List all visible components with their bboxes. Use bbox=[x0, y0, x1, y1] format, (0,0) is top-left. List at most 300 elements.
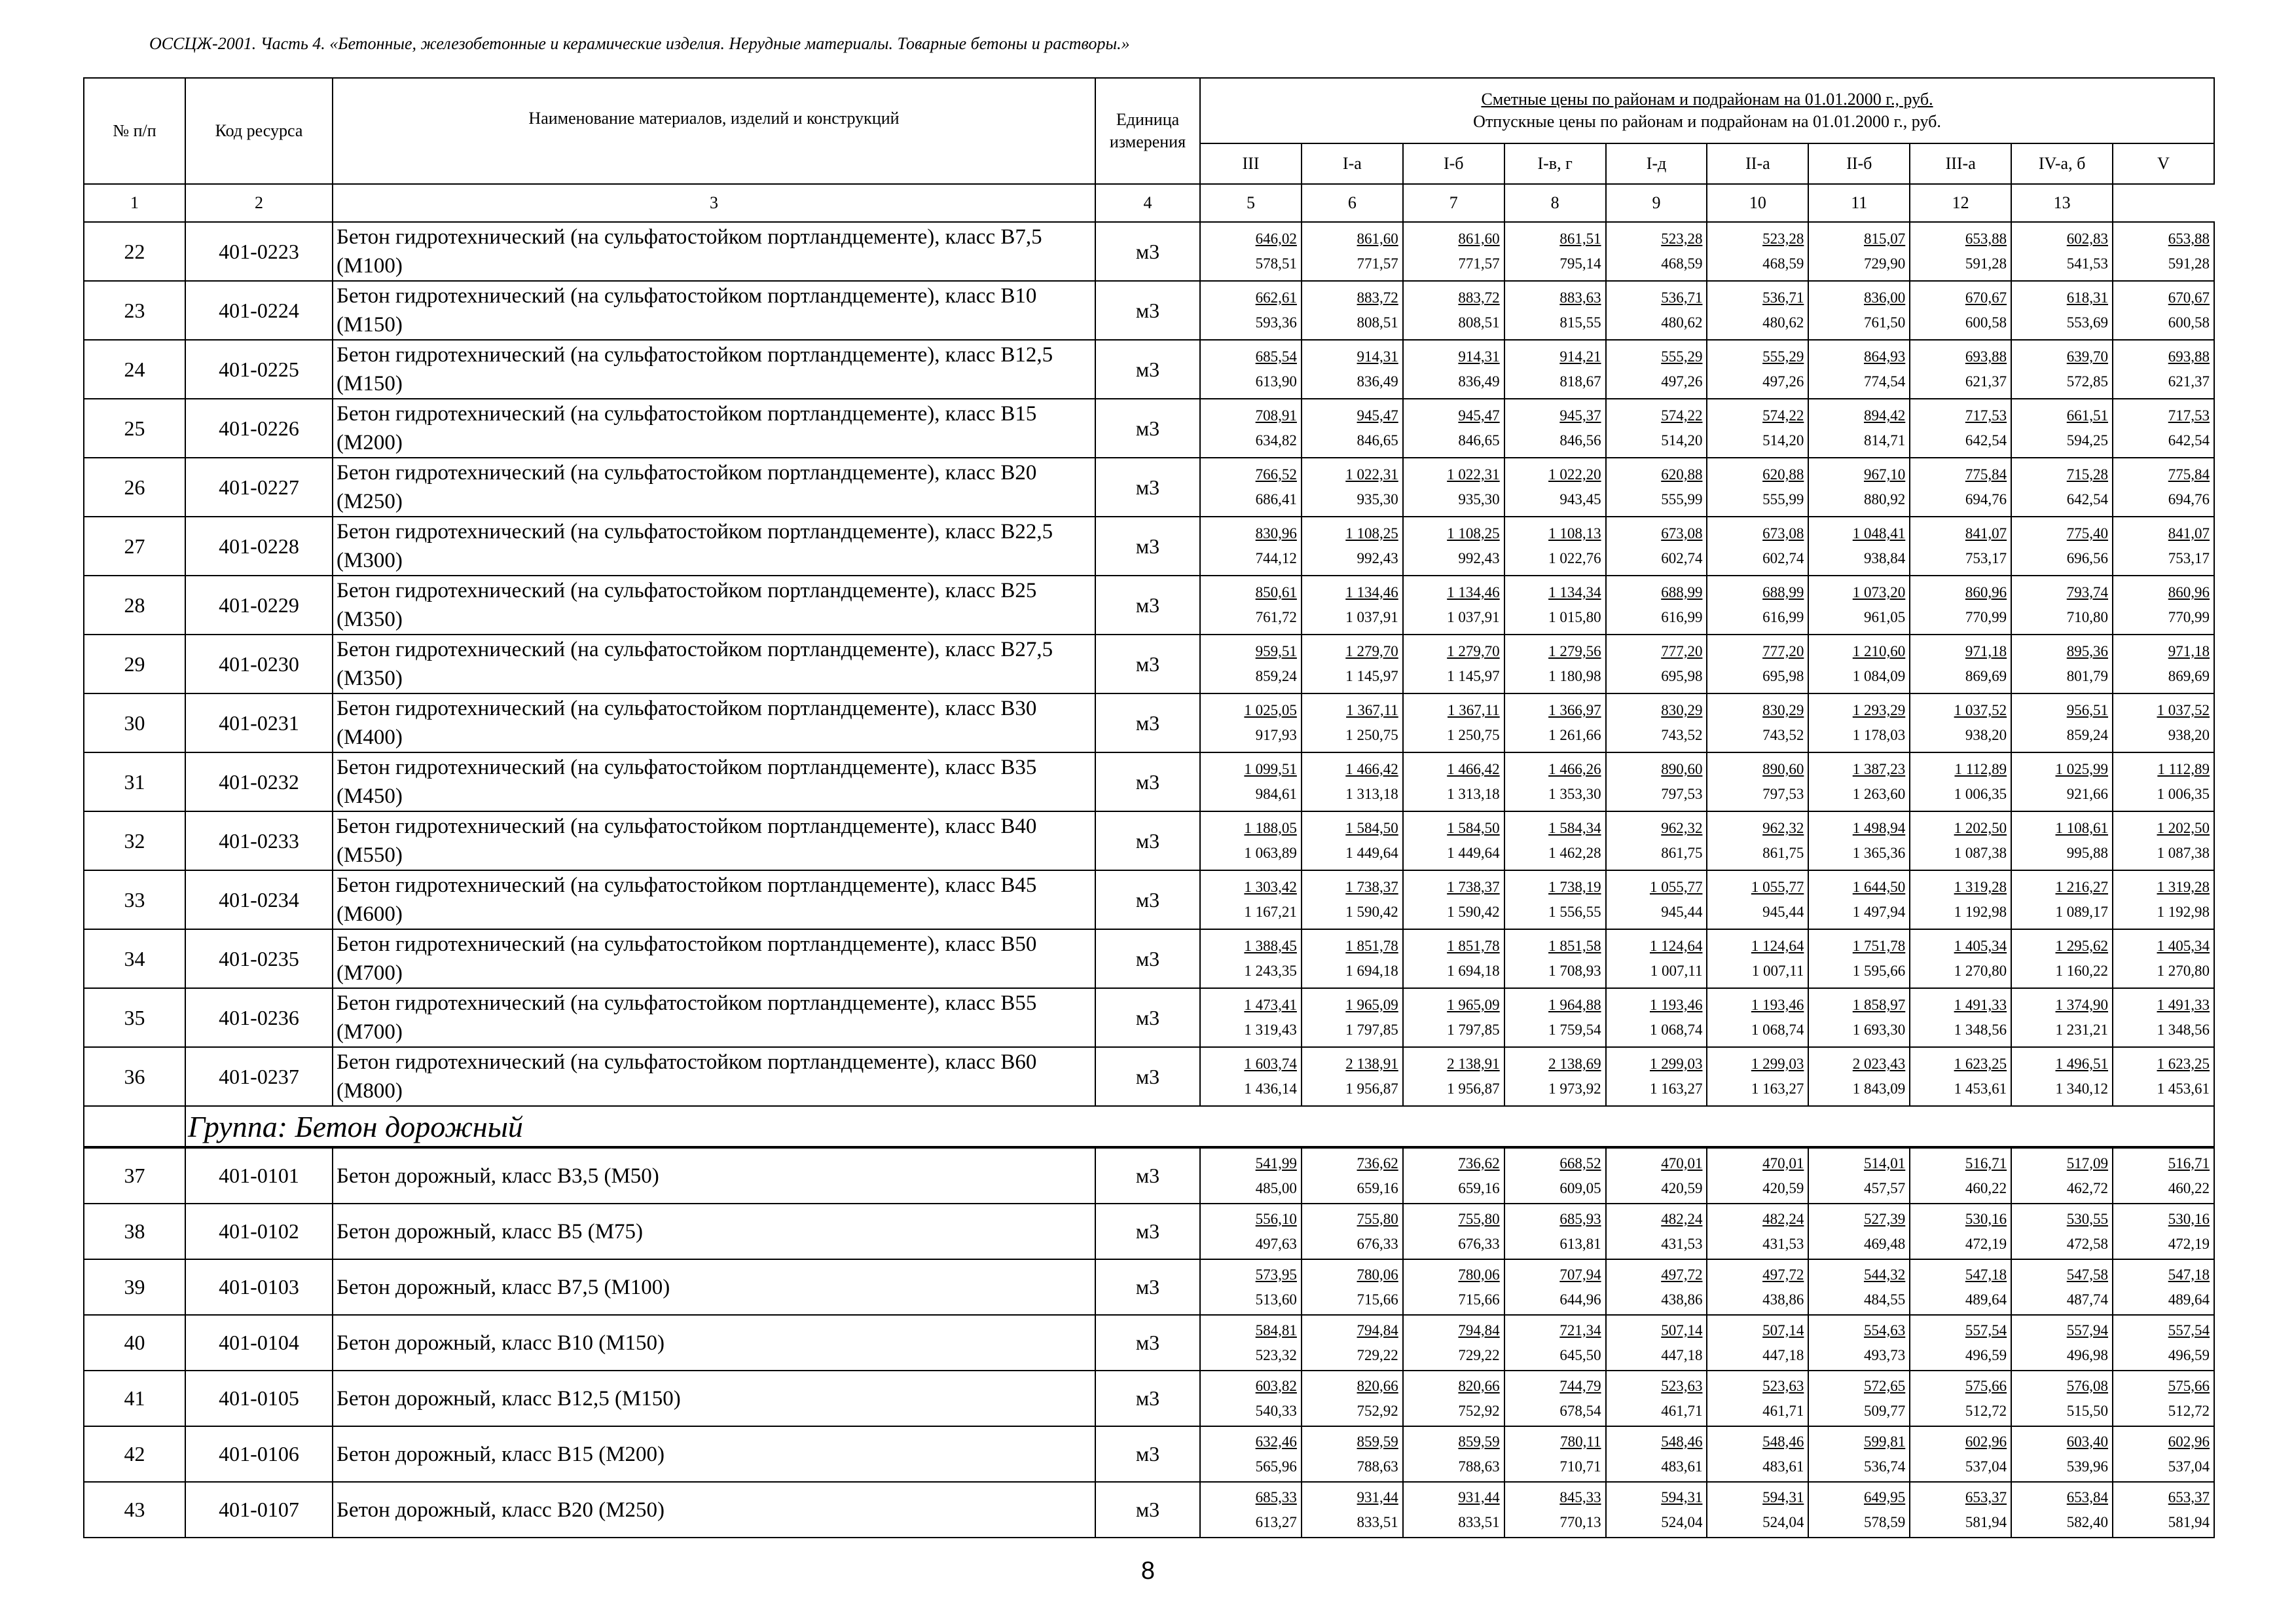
release-price: 797,53 bbox=[1762, 786, 1804, 802]
unit-cell: м3 bbox=[1095, 576, 1200, 635]
price-cell bbox=[1707, 1204, 1808, 1259]
estimated-price: 653,84 bbox=[2066, 1488, 2109, 1505]
estimated-price: 962,32 bbox=[1661, 820, 1703, 836]
release-price: 1 313,18 bbox=[1447, 786, 1500, 802]
estimated-price: 1 858,97 bbox=[1852, 997, 1906, 1013]
estimated-price: 1 022,31 bbox=[1447, 466, 1500, 483]
estimated-price: 971,18 bbox=[2168, 643, 2210, 659]
table-row bbox=[84, 222, 2214, 281]
estimated-price: 547,58 bbox=[2066, 1266, 2109, 1283]
price-cell bbox=[1910, 1204, 2011, 1259]
estimated-price: 1 851,78 bbox=[1345, 938, 1398, 954]
price-cell bbox=[1200, 635, 1302, 693]
price-cell bbox=[2011, 635, 2113, 693]
unit-cell: м3 bbox=[1095, 811, 1200, 870]
row-number: 22 bbox=[84, 222, 185, 281]
resource-code: 401-0101 bbox=[185, 1147, 333, 1204]
price-cell bbox=[1808, 576, 1910, 635]
prices-title: Сметные цены по районам и подрайонам на 01.01.2000 г., руб. bbox=[1481, 90, 1933, 109]
release-price: 1 063,89 bbox=[1244, 845, 1297, 861]
estimated-price: 850,61 bbox=[1255, 584, 1297, 600]
release-price: 438,86 bbox=[1661, 1291, 1703, 1308]
estimated-price: 717,53 bbox=[1965, 407, 2007, 424]
price-cell bbox=[2011, 458, 2113, 517]
resource-code: 401-0232 bbox=[185, 752, 333, 811]
estimated-price: 780,11 bbox=[1560, 1433, 1601, 1450]
estimated-price: 649,95 bbox=[1863, 1488, 1906, 1505]
resource-code: 401-0230 bbox=[185, 635, 333, 693]
estimated-price: 1 965,09 bbox=[1447, 997, 1500, 1013]
price-cell bbox=[1200, 517, 1302, 576]
region-header: I-б bbox=[1403, 143, 1504, 184]
release-price: 513,60 bbox=[1255, 1291, 1297, 1308]
release-price: 642,54 bbox=[1965, 432, 2007, 449]
region-header: I-д bbox=[1606, 143, 1707, 184]
price-cell bbox=[1808, 517, 1910, 576]
price-cell bbox=[1606, 1147, 1707, 1204]
release-price: 770,13 bbox=[1559, 1513, 1601, 1530]
price-cell bbox=[2113, 399, 2214, 458]
estimated-price: 670,67 bbox=[2168, 289, 2210, 306]
unit-cell: м3 bbox=[1095, 870, 1200, 929]
estimated-price: 860,96 bbox=[2168, 584, 2210, 600]
release-price: 468,59 bbox=[1762, 255, 1804, 272]
price-cell bbox=[1403, 281, 1504, 340]
price-cell bbox=[2011, 517, 2113, 576]
release-price: 1 160,22 bbox=[2055, 963, 2109, 979]
release-price: 795,14 bbox=[1559, 255, 1601, 272]
column-number: 1 bbox=[84, 184, 185, 222]
release-price: 808,51 bbox=[1357, 314, 1398, 331]
estimated-price: 1 279,70 bbox=[1447, 643, 1500, 659]
material-name: Бетон гидротехнический (на сульфатостойком портландцементе), класс В60 (М800) bbox=[333, 1047, 1095, 1106]
estimated-price: 1 124,64 bbox=[1751, 938, 1804, 954]
price-cell bbox=[1302, 1426, 1403, 1482]
region-header: V bbox=[2113, 143, 2214, 184]
price-cell bbox=[1200, 576, 1302, 635]
unit-cell: м3 bbox=[1095, 752, 1200, 811]
price-cell bbox=[2113, 1426, 2214, 1482]
release-price: 565,96 bbox=[1255, 1458, 1297, 1475]
estimated-price: 736,62 bbox=[1458, 1154, 1500, 1172]
group-spacer bbox=[84, 1106, 185, 1147]
release-price: 1 797,85 bbox=[1345, 1022, 1398, 1038]
resource-code: 401-0105 bbox=[185, 1371, 333, 1426]
price-cell bbox=[2011, 1371, 2113, 1426]
price-cell bbox=[2011, 1259, 2113, 1315]
release-price: 642,54 bbox=[2168, 432, 2210, 449]
release-price: 861,75 bbox=[1661, 845, 1703, 861]
unit-cell: м3 bbox=[1095, 458, 1200, 517]
release-price: 644,96 bbox=[1559, 1291, 1601, 1308]
release-price: 943,45 bbox=[1559, 491, 1601, 507]
estimated-price: 482,24 bbox=[1762, 1210, 1804, 1227]
row-number: 30 bbox=[84, 693, 185, 752]
release-price: 541,53 bbox=[2066, 255, 2109, 272]
estimated-price: 1 473,41 bbox=[1244, 997, 1297, 1013]
resource-code: 401-0224 bbox=[185, 281, 333, 340]
price-cell bbox=[1504, 693, 1606, 752]
release-price: 497,26 bbox=[1661, 373, 1703, 390]
row-number: 26 bbox=[84, 458, 185, 517]
release-price: 1 693,30 bbox=[1852, 1022, 1906, 1038]
estimated-price: 707,94 bbox=[1559, 1266, 1601, 1283]
release-price: 696,56 bbox=[2066, 550, 2109, 566]
price-cell bbox=[1606, 1047, 1707, 1106]
estimated-price: 1 022,20 bbox=[1548, 466, 1601, 483]
release-price: 1 590,42 bbox=[1447, 904, 1500, 920]
release-price: 1 497,94 bbox=[1852, 904, 1906, 920]
release-price: 578,59 bbox=[1863, 1513, 1906, 1530]
table-row bbox=[84, 576, 2214, 635]
release-price: 582,40 bbox=[2066, 1513, 2109, 1530]
estimated-price: 1 112,89 bbox=[2157, 761, 2210, 777]
release-price: 694,76 bbox=[1965, 491, 2007, 507]
estimated-price: 693,88 bbox=[2168, 348, 2210, 365]
price-cell bbox=[2113, 222, 2214, 281]
release-price: 761,72 bbox=[1255, 609, 1297, 625]
estimated-price: 688,99 bbox=[1661, 584, 1703, 600]
price-cell bbox=[1403, 811, 1504, 870]
estimated-price: 470,01 bbox=[1762, 1154, 1804, 1172]
prices-subtitle: Отпускные цены по районам и подрайонам на 01.01.2000 г., руб. bbox=[1473, 112, 1941, 131]
price-cell bbox=[1504, 1371, 1606, 1426]
price-cell bbox=[2113, 1204, 2214, 1259]
price-cell bbox=[1302, 1147, 1403, 1204]
release-price: 1 319,43 bbox=[1244, 1022, 1297, 1038]
estimated-price: 536,71 bbox=[1762, 289, 1804, 306]
price-cell bbox=[1910, 340, 2011, 399]
price-cell bbox=[1808, 1482, 1910, 1538]
release-price: 715,66 bbox=[1357, 1291, 1398, 1308]
estimated-price: 864,93 bbox=[1863, 348, 1906, 365]
estimated-price: 780,06 bbox=[1458, 1266, 1500, 1283]
price-cell bbox=[1910, 1426, 2011, 1482]
release-price: 935,30 bbox=[1458, 491, 1500, 507]
price-cell bbox=[1504, 281, 1606, 340]
price-cell bbox=[1910, 752, 2011, 811]
price-cell bbox=[1808, 811, 1910, 870]
price-cell bbox=[1200, 1426, 1302, 1482]
region-header: II-а bbox=[1707, 143, 1808, 184]
estimated-price: 584,81 bbox=[1255, 1321, 1297, 1338]
estimated-price: 861,60 bbox=[1357, 231, 1398, 247]
release-price: 472,19 bbox=[1965, 1235, 2007, 1252]
unit-cell: м3 bbox=[1095, 1315, 1200, 1371]
release-price: 1 145,97 bbox=[1345, 668, 1398, 684]
release-price: 509,77 bbox=[1863, 1402, 1906, 1419]
price-cell bbox=[1504, 458, 1606, 517]
price-cell bbox=[1200, 988, 1302, 1047]
estimated-price: 673,08 bbox=[1661, 525, 1703, 542]
estimated-price: 1 293,29 bbox=[1852, 702, 1906, 718]
estimated-price: 945,47 bbox=[1458, 407, 1500, 424]
release-price: 1 956,87 bbox=[1447, 1080, 1500, 1097]
resource-code: 401-0225 bbox=[185, 340, 333, 399]
release-price: 1 270,80 bbox=[2157, 963, 2210, 979]
release-price: 869,69 bbox=[1965, 668, 2007, 684]
estimated-price: 1 210,60 bbox=[1852, 643, 1906, 659]
release-price: 591,28 bbox=[2168, 255, 2210, 272]
price-cell bbox=[1504, 1204, 1606, 1259]
estimated-price: 620,88 bbox=[1661, 466, 1703, 483]
price-cell bbox=[1302, 458, 1403, 517]
release-price: 1 348,56 bbox=[1954, 1022, 2007, 1038]
estimated-price: 1 202,50 bbox=[2157, 820, 2210, 836]
price-cell bbox=[1200, 929, 1302, 988]
table-row bbox=[84, 752, 2214, 811]
row-number: 40 bbox=[84, 1315, 185, 1371]
material-name: Бетон гидротехнический (на сульфатостойком портландцементе), класс В15 (М200) bbox=[333, 399, 1095, 458]
price-cell bbox=[2113, 576, 2214, 635]
material-name: Бетон дорожный, класс В3,5 (М50) bbox=[333, 1147, 1095, 1204]
release-price: 695,98 bbox=[1762, 668, 1804, 684]
estimated-price: 775,84 bbox=[2168, 466, 2210, 483]
release-price: 815,55 bbox=[1559, 314, 1601, 331]
price-cell bbox=[1200, 458, 1302, 517]
price-cell bbox=[1504, 752, 1606, 811]
estimated-price: 574,22 bbox=[1762, 407, 1804, 424]
estimated-price: 2 138,91 bbox=[1345, 1056, 1398, 1072]
table-row bbox=[84, 1315, 2214, 1371]
estimated-price: 554,63 bbox=[1863, 1321, 1906, 1338]
release-price: 1 167,21 bbox=[1244, 904, 1297, 920]
region-header: II-б bbox=[1808, 143, 1910, 184]
row-number: 29 bbox=[84, 635, 185, 693]
price-cell bbox=[1302, 1315, 1403, 1371]
estimated-price: 820,66 bbox=[1458, 1377, 1500, 1394]
material-name: Бетон гидротехнический (на сульфатостойком портландцементе), класс В25 (М350) bbox=[333, 576, 1095, 635]
release-price: 861,75 bbox=[1762, 845, 1804, 861]
unit-cell: м3 bbox=[1095, 1259, 1200, 1315]
estimated-price: 662,61 bbox=[1255, 289, 1297, 306]
release-price: 469,48 bbox=[1863, 1235, 1906, 1252]
estimated-price: 1 279,56 bbox=[1548, 643, 1601, 659]
release-price: 1 163,27 bbox=[1751, 1080, 1804, 1097]
table-row bbox=[84, 988, 2214, 1047]
price-cell bbox=[1707, 1315, 1808, 1371]
estimated-price: 1 025,99 bbox=[2055, 761, 2109, 777]
price-cell bbox=[1606, 281, 1707, 340]
release-price: 497,26 bbox=[1762, 373, 1804, 390]
price-cell bbox=[1200, 1482, 1302, 1538]
price-cell bbox=[1403, 458, 1504, 517]
price-cell bbox=[1403, 693, 1504, 752]
row-number: 38 bbox=[84, 1204, 185, 1259]
estimated-price: 1 037,52 bbox=[2157, 702, 2210, 718]
price-cell bbox=[1606, 1482, 1707, 1538]
region-header: III bbox=[1200, 143, 1302, 184]
price-cell bbox=[2011, 576, 2113, 635]
release-price: 536,74 bbox=[1863, 1458, 1906, 1475]
estimated-price: 653,88 bbox=[1965, 231, 2007, 247]
material-name: Бетон гидротехнический (на сульфатостойком портландцементе), класс В12,5 (М150) bbox=[333, 340, 1095, 399]
estimated-price: 883,63 bbox=[1559, 289, 1601, 306]
estimated-price: 1 279,70 bbox=[1345, 643, 1398, 659]
price-cell bbox=[1808, 1426, 1910, 1482]
release-price: 945,44 bbox=[1661, 904, 1703, 920]
price-cell bbox=[1302, 1047, 1403, 1106]
estimated-price: 693,88 bbox=[1965, 348, 2007, 365]
release-price: 457,57 bbox=[1863, 1179, 1906, 1196]
price-cell bbox=[1200, 399, 1302, 458]
estimated-price: 860,96 bbox=[1965, 584, 2007, 600]
price-cell bbox=[1808, 1371, 1910, 1426]
estimated-price: 576,08 bbox=[2066, 1377, 2109, 1394]
table-row bbox=[84, 281, 2214, 340]
estimated-price: 971,18 bbox=[1965, 643, 2007, 659]
estimated-price: 931,44 bbox=[1458, 1488, 1500, 1505]
material-name: Бетон гидротехнический (на сульфатостойком портландцементе), класс В45 (М600) bbox=[333, 870, 1095, 929]
document-header: ОССЦЖ-2001. Часть 4. «Бетонные, железобетонные и керамические изделия. Нерудные материалы. Товарные бетоны и растворы.» bbox=[149, 34, 1130, 53]
estimated-price: 523,28 bbox=[1762, 231, 1804, 247]
release-price: 512,72 bbox=[1965, 1402, 2007, 1419]
release-price: 645,50 bbox=[1559, 1346, 1601, 1363]
release-price: 1 365,36 bbox=[1852, 845, 1906, 861]
estimated-price: 1 299,03 bbox=[1649, 1056, 1703, 1072]
release-price: 1 759,54 bbox=[1548, 1022, 1601, 1038]
price-cell bbox=[1403, 1371, 1504, 1426]
column-number: 3 bbox=[333, 184, 1095, 222]
release-price: 472,58 bbox=[2066, 1235, 2109, 1252]
region-header: III-а bbox=[1910, 143, 2011, 184]
price-cell bbox=[1606, 340, 1707, 399]
estimated-price: 1 112,89 bbox=[1954, 761, 2007, 777]
price-cell bbox=[1200, 1315, 1302, 1371]
price-cell bbox=[1910, 1482, 2011, 1538]
estimated-price: 1 584,50 bbox=[1447, 820, 1500, 836]
estimated-price: 1 319,28 bbox=[1954, 879, 2007, 895]
estimated-price: 544,32 bbox=[1863, 1266, 1906, 1283]
estimated-price: 1 202,50 bbox=[1954, 820, 2007, 836]
price-cell bbox=[1808, 1259, 1910, 1315]
estimated-price: 1 073,20 bbox=[1852, 584, 1906, 600]
release-price: 788,63 bbox=[1357, 1458, 1398, 1475]
price-cell bbox=[1403, 752, 1504, 811]
estimated-price: 523,63 bbox=[1762, 1377, 1804, 1394]
release-price: 1 084,09 bbox=[1852, 668, 1906, 684]
price-cell bbox=[1910, 222, 2011, 281]
price-cell bbox=[1910, 1259, 2011, 1315]
release-price: 752,92 bbox=[1458, 1402, 1500, 1419]
price-cell bbox=[2011, 1482, 2113, 1538]
price-cell bbox=[2113, 752, 2214, 811]
release-price: 676,33 bbox=[1357, 1235, 1398, 1252]
estimated-price: 1 108,13 bbox=[1548, 525, 1601, 542]
estimated-price: 775,84 bbox=[1965, 466, 2007, 483]
estimated-price: 1 374,90 bbox=[2055, 997, 2109, 1013]
price-cell bbox=[2011, 1147, 2113, 1204]
estimated-price: 602,83 bbox=[2066, 231, 2109, 247]
page-number: 8 bbox=[1140, 1557, 1156, 1585]
release-price: 484,55 bbox=[1863, 1291, 1906, 1308]
estimated-price: 721,34 bbox=[1559, 1321, 1601, 1338]
estimated-price: 547,18 bbox=[2168, 1266, 2210, 1283]
table-row bbox=[84, 693, 2214, 752]
material-name: Бетон гидротехнический (на сульфатостойком портландцементе), класс В27,5 (М350) bbox=[333, 635, 1095, 693]
estimated-price: 639,70 bbox=[2066, 348, 2109, 365]
col-header-unit: Единица измерения bbox=[1095, 78, 1200, 184]
release-price: 602,74 bbox=[1661, 550, 1703, 566]
resource-code: 401-0106 bbox=[185, 1426, 333, 1482]
price-cell bbox=[2011, 693, 2113, 752]
release-price: 514,20 bbox=[1661, 432, 1703, 449]
release-price: 462,72 bbox=[2066, 1179, 2109, 1196]
estimated-price: 836,00 bbox=[1863, 289, 1906, 306]
price-cell bbox=[1808, 988, 1910, 1047]
price-cell bbox=[1808, 340, 1910, 399]
resource-code: 401-0107 bbox=[185, 1482, 333, 1538]
release-price: 1 015,80 bbox=[1548, 609, 1601, 625]
estimated-price: 2 138,91 bbox=[1447, 1056, 1500, 1072]
release-price: 1 462,28 bbox=[1548, 845, 1601, 861]
estimated-price: 744,79 bbox=[1559, 1377, 1601, 1394]
estimated-price: 794,84 bbox=[1458, 1321, 1500, 1338]
release-price: 846,56 bbox=[1559, 432, 1601, 449]
estimated-price: 766,52 bbox=[1255, 466, 1297, 483]
release-price: 480,62 bbox=[1762, 314, 1804, 331]
price-cell bbox=[1910, 811, 2011, 870]
price-cell bbox=[2113, 1482, 2214, 1538]
release-price: 1 037,91 bbox=[1345, 609, 1398, 625]
estimated-price: 1 108,25 bbox=[1447, 525, 1500, 542]
price-cell bbox=[2011, 281, 2113, 340]
price-cell bbox=[2113, 1047, 2214, 1106]
material-name: Бетон гидротехнический (на сульфатостойком портландцементе), класс В55 (М700) bbox=[333, 988, 1095, 1047]
price-cell bbox=[1707, 1482, 1808, 1538]
estimated-price: 1 037,52 bbox=[1954, 702, 2007, 718]
material-name: Бетон гидротехнический (на сульфатостойком портландцементе), класс В22,5 (М300) bbox=[333, 517, 1095, 576]
price-cell bbox=[1808, 870, 1910, 929]
estimated-price: 1 466,42 bbox=[1345, 761, 1398, 777]
price-cell bbox=[1302, 281, 1403, 340]
price-cell bbox=[1707, 222, 1808, 281]
release-price: 616,99 bbox=[1661, 609, 1703, 625]
price-cell bbox=[1606, 988, 1707, 1047]
column-number: 5 bbox=[1200, 184, 1302, 222]
estimated-price: 777,20 bbox=[1762, 643, 1804, 659]
price-cell bbox=[1808, 281, 1910, 340]
price-cell bbox=[1302, 399, 1403, 458]
table-row bbox=[84, 1259, 2214, 1315]
price-cell bbox=[1403, 576, 1504, 635]
price-cell bbox=[1302, 929, 1403, 988]
estimated-price: 530,16 bbox=[2168, 1210, 2210, 1227]
price-cell bbox=[1606, 1204, 1707, 1259]
estimated-price: 2 023,43 bbox=[1852, 1056, 1906, 1072]
price-cell bbox=[2011, 929, 2113, 988]
material-name: Бетон гидротехнический (на сульфатостойком портландцементе), класс В30 (М400) bbox=[333, 693, 1095, 752]
resource-code: 401-0227 bbox=[185, 458, 333, 517]
estimated-price: 530,55 bbox=[2066, 1210, 2109, 1227]
release-price: 836,49 bbox=[1357, 373, 1398, 390]
estimated-price: 1 603,74 bbox=[1244, 1056, 1297, 1072]
estimated-price: 956,51 bbox=[2066, 702, 2109, 718]
release-price: 1 250,75 bbox=[1345, 727, 1398, 743]
release-price: 846,65 bbox=[1357, 432, 1398, 449]
price-cell bbox=[1606, 1315, 1707, 1371]
estimated-price: 653,88 bbox=[2168, 231, 2210, 247]
release-price: 1 068,74 bbox=[1649, 1022, 1703, 1038]
estimated-price: 1 623,25 bbox=[2157, 1056, 2210, 1072]
release-price: 461,71 bbox=[1762, 1402, 1804, 1419]
estimated-price: 594,31 bbox=[1661, 1488, 1703, 1505]
release-price: 485,00 bbox=[1255, 1179, 1297, 1196]
estimated-price: 685,93 bbox=[1559, 1210, 1601, 1227]
material-name: Бетон гидротехнический (на сульфатостойком портландцементе), класс В50 (М700) bbox=[333, 929, 1095, 988]
release-price: 489,64 bbox=[2168, 1291, 2210, 1308]
unit-cell: м3 bbox=[1095, 1482, 1200, 1538]
